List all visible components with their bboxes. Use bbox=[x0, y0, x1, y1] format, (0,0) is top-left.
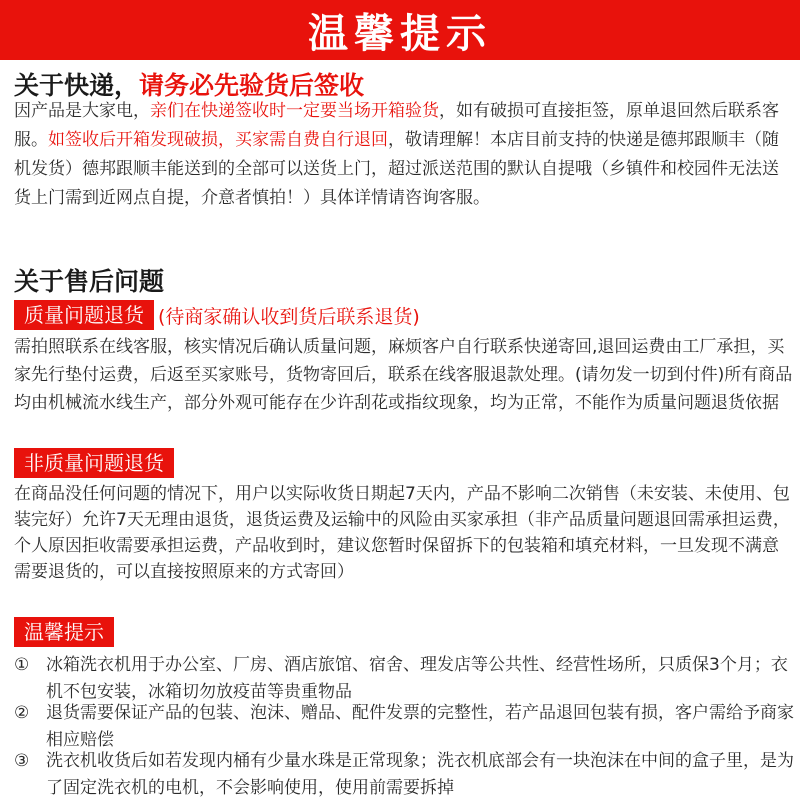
quality-return-tag: 质量问题退货 bbox=[14, 300, 154, 330]
delivery-heading-red: 请务必先验货后签收 bbox=[139, 71, 365, 100]
tips-row bbox=[14, 617, 114, 647]
tip-text: 洗衣机收货后如若发现内桶有少量水珠是正常现象；洗衣机底部会有一块泡沫在中间的盒子里，是为了固定洗衣机的电机，不会影响使用，使用前需要拆掉 bbox=[46, 751, 794, 798]
tip-number: ② bbox=[14, 703, 30, 723]
banner-title: 温馨提示 bbox=[308, 10, 492, 57]
quality-return-text: 需拍照联系在线客服，核实情况后确认质量问题，麻烦客户自行联系快递寄回,退回运费由工厂承担，买家先行垫付运费，后返至买家账号，货物寄回后，联系在线客服退款处理。(请勿发一切到付件)所有商品均由机械流水线生产，部分外观可能存在少许刮花或指纹现象，均为正常，不能作为质量问题退货依据 bbox=[14, 337, 793, 413]
delivery-text-2-red: 亲们在快递签收时一定要当场开箱验货 bbox=[150, 101, 439, 121]
tip-text: 冰箱洗衣机用于办公室、厂房、酒店旅馆、宿舍、理发店等公共性、经营性场所，只质保3个月；衣机不包安装，冰箱切勿放疫苗等贵重物品 bbox=[46, 655, 788, 702]
tip-item-1 bbox=[14, 652, 794, 706]
delivery-text-4-red: 如签收后开箱发现破损，买家需自费自行退回 bbox=[48, 130, 388, 150]
tip-number: ① bbox=[14, 655, 30, 675]
delivery-heading-black: 关于快递， bbox=[14, 71, 140, 100]
quality-return-row bbox=[14, 300, 420, 330]
tip-item-2 bbox=[14, 700, 794, 754]
tip-text: 退货需要保证产品的包装、泡沫、赠品、配件发票的完整性，若产品退回包装有损，客户需给予商家相应赔偿 bbox=[46, 703, 794, 750]
delivery-text-5: ，敬请理解！本店目前支持的快递是德邦跟顺丰（随机发货）德邦跟顺丰能送到的全部可以送货上门，超过派送范围的默认自提哦（乡镇件和校园件无法送货上门需到近网点自提，介意者慎拍！）具体详情请咨询客服。 bbox=[14, 130, 779, 208]
tip-item-3 bbox=[14, 748, 794, 802]
aftersales-heading: 关于售后问题 bbox=[14, 267, 165, 296]
delivery-text-3: ，如有破损可直接拒签，原单退回然后联系客服。 bbox=[14, 101, 779, 150]
nonquality-return-text: 在商品没任何问题的情况下，用户以实际收货日期起7天内，产品不影响二次销售（未安装、未使用、包装完好）允许7天无理由退货，退货运费及运输中的风险由买家承担（非产品质量问题退回需承担运费，个人原因拒收需要承担运费，产品收到时，建议您暂时保留拆下的包装箱和填充材料，一旦发现不满意需要退货的，可以直接按照原来的方式寄回） bbox=[14, 484, 790, 582]
delivery-text-1: 因产品是大家电， bbox=[14, 101, 150, 121]
tips-tag: 温馨提示 bbox=[14, 617, 114, 647]
nonquality-return-tag: 非质量问题退货 bbox=[14, 448, 174, 478]
top-banner bbox=[0, 0, 800, 60]
nonquality-return-row bbox=[14, 448, 174, 478]
quality-return-note: (待商家确认收到货后联系退货) bbox=[158, 305, 420, 328]
tip-number: ③ bbox=[14, 751, 30, 771]
delivery-paragraph bbox=[14, 97, 794, 213]
